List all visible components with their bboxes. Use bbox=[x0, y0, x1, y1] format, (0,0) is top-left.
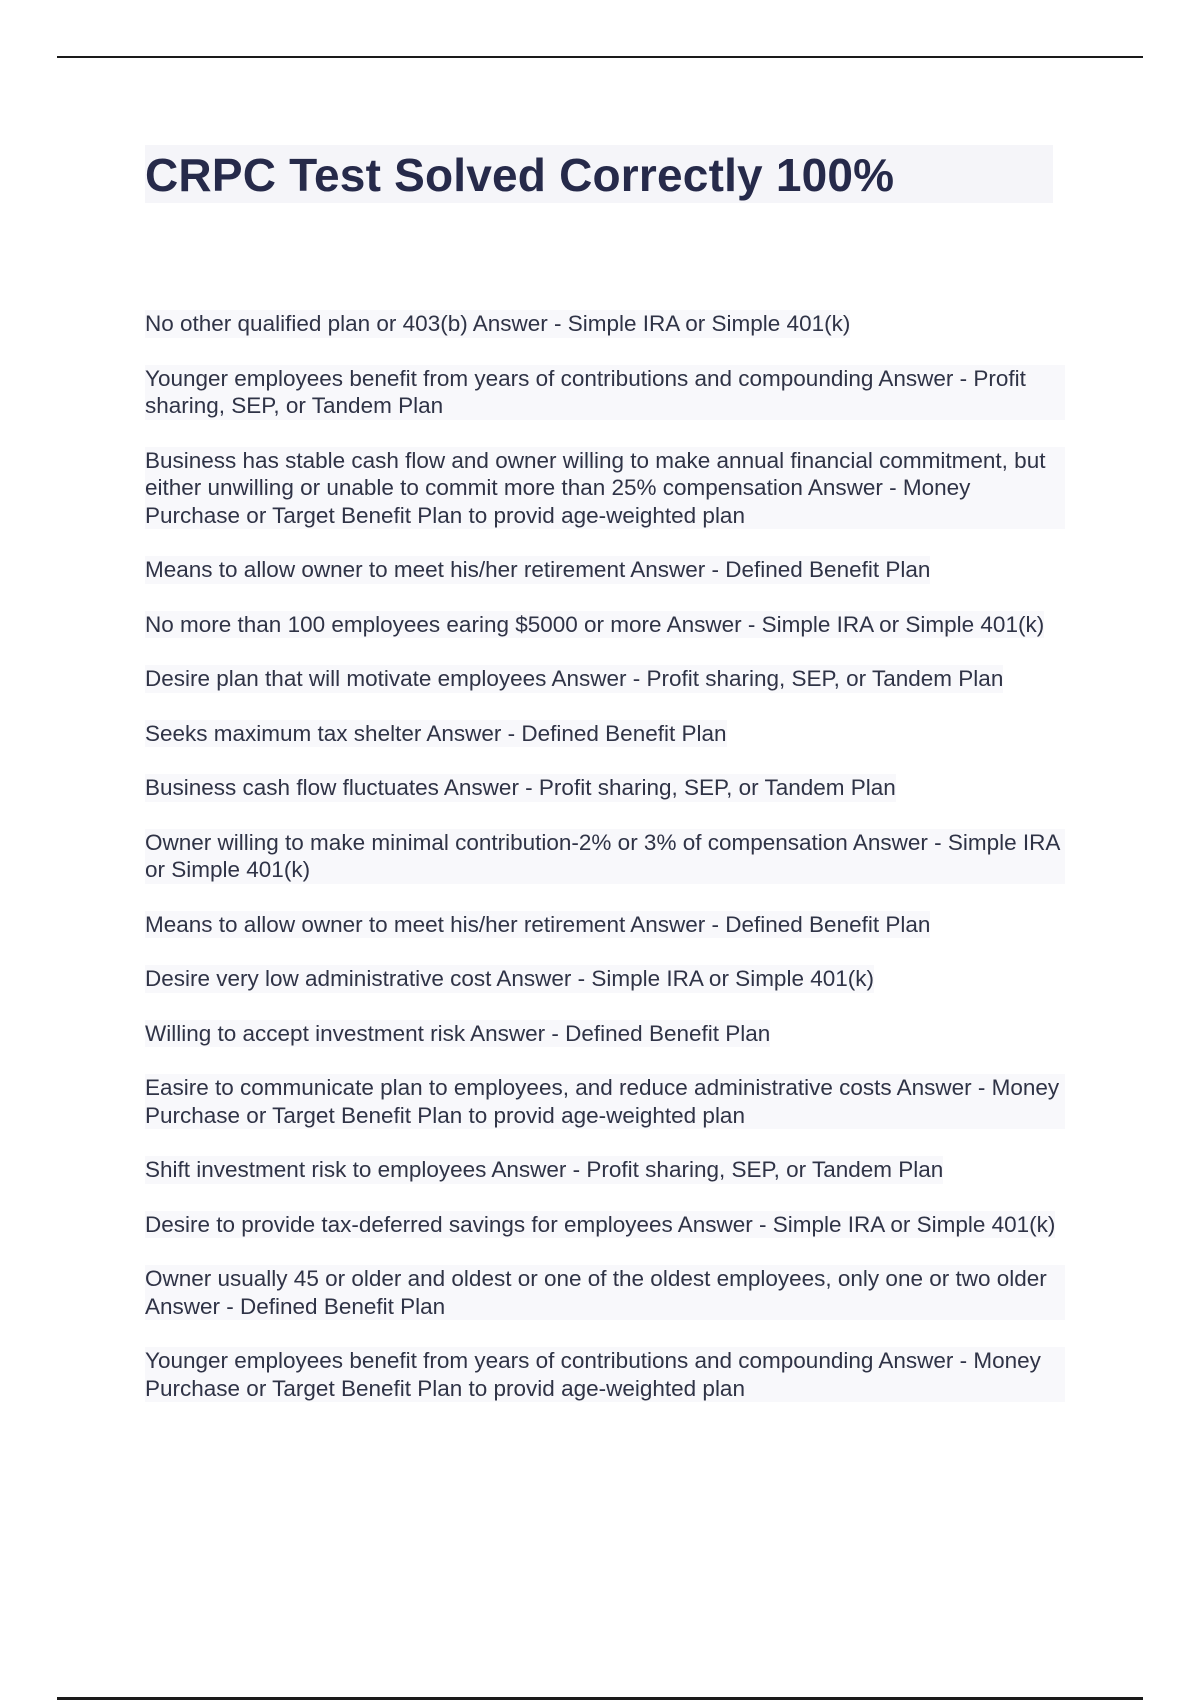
qa-item: Desire plan that will motivate employees Answer - Profit sharing, SEP, or Tandem Plan bbox=[145, 666, 1004, 691]
qa-item: Owner willing to make minimal contribution-2% or 3% of compensation Answer - Simple IRA or Simple 401(k) bbox=[145, 829, 1065, 884]
qa-item: Shift investment risk to employees Answer - Profit sharing, SEP, or Tandem Plan bbox=[145, 1157, 944, 1182]
qa-list bbox=[145, 310, 1065, 1429]
qa-item: Business cash flow fluctuates Answer - Profit sharing, SEP, or Tandem Plan bbox=[145, 775, 896, 800]
qa-item: Desire to provide tax-deferred savings for employees Answer - Simple IRA or Simple 401(k) bbox=[145, 1211, 1056, 1237]
top-rule bbox=[57, 56, 1143, 58]
qa-item: Desire very low administrative cost Answer - Simple IRA or Simple 401(k) bbox=[145, 966, 874, 991]
qa-item: Seeks maximum tax shelter Answer - Defined Benefit Plan bbox=[145, 720, 727, 746]
qa-item: Willing to accept investment risk Answer - Defined Benefit Plan bbox=[145, 1020, 771, 1046]
qa-item: Easire to communicate plan to employees, and reduce administrative costs Answer - Money Purchase or Target Benefit Plan to provid age-weighted plan bbox=[145, 1074, 1065, 1129]
qa-item: Younger employees benefit from years of contributions and compounding Answer - Money Purchase or Target Benefit Plan to provid age-weighted plan bbox=[145, 1347, 1065, 1402]
qa-item: Means to allow owner to meet his/her retirement Answer - Defined Benefit Plan bbox=[145, 911, 931, 937]
qa-item: No other qualified plan or 403(b) Answer - Simple IRA or Simple 401(k) bbox=[145, 311, 851, 336]
qa-item: Younger employees benefit from years of contributions and compounding Answer - Profit sharing, SEP, or Tandem Plan bbox=[145, 365, 1065, 420]
page-title: CRPC Test Solved Correctly 100% bbox=[145, 149, 895, 201]
qa-item: Owner usually 45 or older and oldest or one of the oldest employees, only one or two older Answer - Defined Benefit Plan bbox=[145, 1265, 1065, 1320]
qa-item: No more than 100 employees earing $5000 or more Answer - Simple IRA or Simple 401(k) bbox=[145, 611, 1045, 637]
qa-item: Means to allow owner to meet his/her retirement Answer - Defined Benefit Plan bbox=[145, 557, 931, 582]
qa-item: Business has stable cash flow and owner willing to make annual financial commitment, but either unwilling or unable to commit more than 25% compensation Answer - Money Purchase or Target Benefit Plan to provid age-weighted plan bbox=[145, 447, 1065, 530]
title-block bbox=[145, 145, 1053, 203]
